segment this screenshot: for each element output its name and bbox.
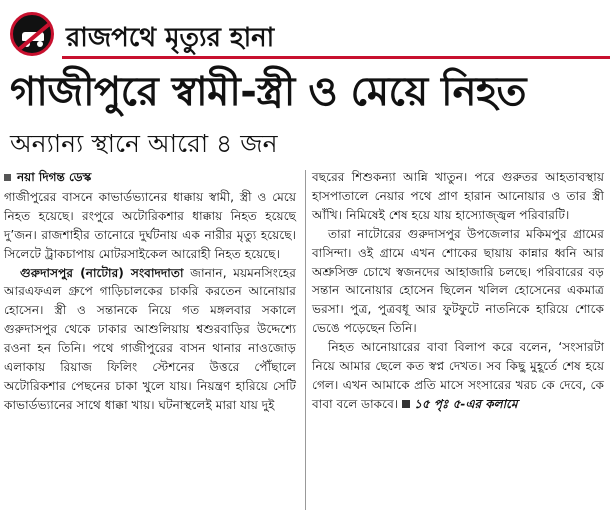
paragraph-gurudaspur [4,264,296,415]
paragraph-father-quote [312,338,604,414]
correspondent-name: গুরুদাসপুর (নাটোর) সংবাদদাতা [20,265,184,280]
paragraph-village: তারা নাটোরের গুরুদাসপুর উপজেলার মকিমপুর গ্রামের বাসিন্দা। ওই গ্রামে এখন শোকের ছায়ায় কান্নার ধ্বনি আর অশ্রুসিক্ত চোখে স্বজনদের আহাজারি চলছে। পরিবারের বড় সন্তান আনোয়ার হোসেন ছিলেন খলিল হোসেনের একমাত্র ভরসা। পুত্র, পুত্রবধূ আর ফুটফুটে নাতনিকে হারিয়ে শোকে ভেঙে পড়েছেন তিনি। [312,226,604,336]
subheadline: অন্যান্য স্থানে আরো ৪ জন [10,129,278,158]
continuation-text: ১৫ পৃঃ ৫-এর কলামে [414,396,518,411]
accident-logo-icon [10,12,54,56]
byline-desk: নয়া দিগন্ত ডেস্ক [17,170,92,184]
article-column-left [4,168,296,415]
continuation-note[interactable] [402,397,517,411]
headline: গাজীপুরে স্বামী-স্ত্রী ও মেয়ে নিহত [10,69,526,115]
square-bullet-icon [402,400,410,408]
column-divider [305,170,306,510]
paragraph-father-quote-text: নিহত আনোয়ারের বাবা বিলাপ করে বলেন, ‘সংসারটা নিয়ে আমার ছেলে কত স্বপ্ন দেখত। সব কিছু মুহূর্তে শেষ হয়ে গেল। এখন আমাকে প্রতি মাসে সংসারের খরচ কে দেবে, কে বাবা বলে ডাকবে। [312,340,604,411]
paragraph-victims: বছরের শিশুকন্যা আন্নি খাতুন। পরে গুরুতর আহতাবস্থায় হাসপাতালে নেয়ার পথে প্রাণ হারান আনোয়ার ও তার স্ত্রী আঁখি। নিমিষেই শেষ হয়ে যায় হাস্যোজ্জ্বল পরিবারটি। [312,170,604,222]
kicker-title: রাজপথে মৃত্যুর হানা [66,23,275,53]
bullet-icon [4,174,11,181]
kicker-divider [62,56,610,59]
paragraph-intro: গাজীপুরের বাসনে কাভার্ডভ্যানের ধাক্কায় স্বামী, স্ত্রী ও মেয়ে নিহত হয়েছে। রংপুরে অটোরিকশার ধাক্কায় নিহত হয়েছে দু’জন। রাজশাহীর তানোরে দুর্ঘটনায় এক নারীর মৃত্যু হয়েছে। সিলেটে ট্রাকচাপায় মোটরসাইকেল আরোহী নিহত হয়েছে। [4,189,296,261]
byline [4,168,296,187]
kicker-section [10,10,610,60]
paragraph-gurudaspur-text: জানান, ময়মনসিংহের আরএফএল গ্রুপে গাড়িচালকের চাকরি করতেন আনোয়ার হোসেন। স্ত্রী ও সন্তানকে নিয়ে গত মঙ্গলবার সকালে গুরুদাসপুর থেকে ঢাকার আশুলিয়ায় শ্বশুরবাড়ির উদ্দেশ্যে রওনা হন তিনি। পথে গাজীপুরের বাসন থানার নাওজোড় এলাকায় রিয়াজ ফিলিং স্টেশনের উত্তরে পৌঁছালে অটোরিকশার পেছনের চাকা খুলে যায়। নিয়ন্ত্রণ হারিয়ে সেটি কাভার্ডভ্যানের সাথে ধাক্কা খায়। ঘটনাস্থলেই মারা যায় দুই [4,265,297,412]
article-column-right [312,168,604,414]
